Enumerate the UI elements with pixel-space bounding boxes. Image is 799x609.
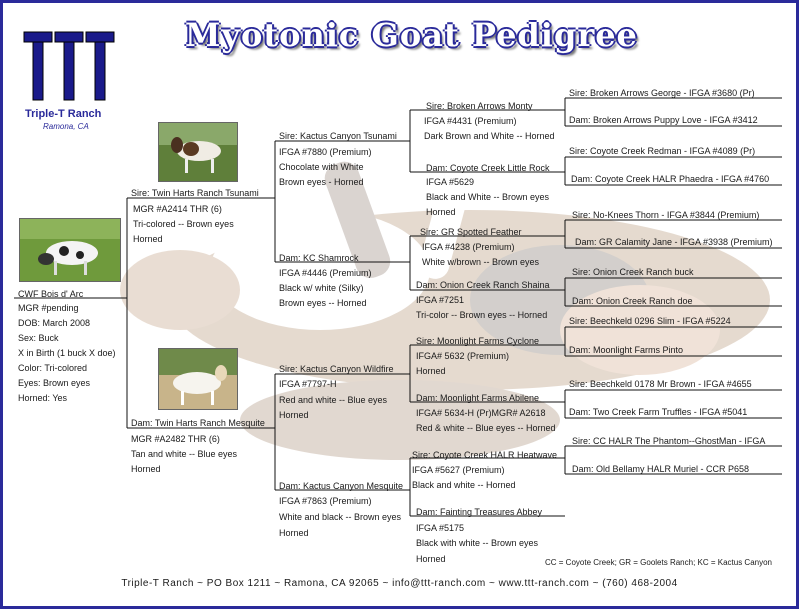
dam-desc: Tan and white -- Blue eyes — [131, 449, 238, 459]
dam-name: Dam: Twin Harts Ranch Mesquite — [131, 418, 265, 428]
dds-reg: IFGA #5627 (Premium) — [412, 465, 505, 475]
dss-desc: Horned — [416, 366, 446, 376]
sds-desc: White w/brown -- Brown eyes — [422, 257, 540, 267]
ssd-reg: IFGA #5629 — [426, 177, 475, 187]
subject-horned: Horned: Yes — [18, 393, 68, 403]
sire-name: Sire: Twin Harts Ranch Tsunami — [131, 188, 259, 198]
sd-horn: Brown eyes -- Horned — [279, 298, 367, 308]
ss-horn: Brown eyes - Horned — [279, 177, 364, 187]
footer-contact: Triple-T Ranch ~ PO Box 1211 ~ Ramona, CA 92065 ~ info@ttt-ranch.com ~ www.ttt-ranch.com ~ (760) 468-2004 — [121, 578, 678, 589]
ds-horn: Horned — [279, 410, 309, 420]
sd-reg: IFGA #4446 (Premium) — [279, 268, 372, 278]
sds-name: Sire: GR Spotted Feather — [420, 227, 522, 237]
ranch-name: Triple-T Ranch — [25, 108, 102, 120]
ddd-horn: Horned — [416, 554, 446, 564]
ds-reg: IFGA #7797-H — [279, 379, 337, 389]
dd-reg: IFGA #7863 (Premium) — [279, 496, 372, 506]
dds-name: Sire: Coyote Creek HALR Heatwave — [412, 450, 558, 460]
gen4-entry: Dam: Old Bellamy HALR Muriel - CCR P658 — [572, 464, 750, 474]
ssd-desc: Black and White -- Brown eyes — [426, 192, 550, 202]
sss-reg: IFGA #4431 (Premium) — [424, 116, 517, 126]
ss-desc: Chocolate with White — [279, 162, 364, 172]
gen4-entry: Sire: Beechkeld 0296 Slim - IFGA #5224 — [569, 316, 731, 326]
dsd-name: Dam: Moonlight Farms Abilene — [416, 393, 540, 403]
dss-name: Sire: Moonlight Farms Cyclone — [416, 336, 540, 346]
ss-name: Sire: Kactus Canyon Tsunami — [279, 131, 397, 141]
gen4-entry: Dam: Broken Arrows Puppy Love - IFGA #3412 — [569, 115, 758, 125]
sd-desc: Black w/ white (Silky) — [279, 283, 364, 293]
dd-name: Dam: Kactus Canyon Mesquite — [279, 481, 404, 491]
page-title: Myotonic Goat Pedigree — [185, 16, 638, 54]
ds-name: Sire: Kactus Canyon Wildfire — [279, 364, 394, 374]
gen4-entry: Sire: Beechkeld 0178 Mr Brown - IFGA #4655 — [569, 379, 752, 389]
sd-name: Dam: KC Shamrock — [279, 253, 359, 263]
sss-name: Sire: Broken Arrows Monty — [426, 101, 533, 111]
gen4-entry: Sire: No-Knees Thorn - IFGA #3844 (Premium) — [572, 210, 760, 220]
dss-reg: IFGA# 5632 (Premium) — [416, 351, 510, 361]
dam-reg: MGR #A2482 THR (6) — [131, 434, 220, 444]
dd-horn: Horned — [279, 528, 309, 538]
gen4-entry: Dam: Two Creek Farm Truffles - IFGA #5041 — [569, 407, 748, 417]
sire-horn: Horned — [133, 234, 163, 244]
ddd-reg: IFGA #5175 — [416, 523, 465, 533]
sire-desc: Tri-colored -- Brown eyes — [133, 219, 234, 229]
ranch-location: Ramona, CA — [43, 122, 89, 131]
subject-color: Color: Tri-colored — [18, 363, 88, 373]
subject-name: CWF Bois d' Arc — [18, 289, 84, 299]
sdd-reg: IFGA #7251 — [416, 295, 465, 305]
ss-reg: IFGA #7880 (Premium) — [279, 147, 372, 157]
gen4-entry: Sire: CC HALR The Phantom--GhostMan - IFGA — [572, 436, 766, 446]
gen4-entry: Dam: Moonlight Farms Pinto — [569, 345, 684, 355]
ssd-name: Dam: Coyote Creek Little Rock — [426, 163, 550, 173]
subject-dob: DOB: March 2008 — [18, 318, 91, 328]
dd-desc: White and black -- Brown eyes — [279, 512, 402, 522]
subject-eyes: Eyes: Brown eyes — [18, 378, 91, 388]
gen4-entry: Sire: Broken Arrows George - IFGA #3680 (Pr) — [569, 88, 755, 98]
sdd-name: Dam: Onion Creek Ranch Shaina — [416, 280, 550, 290]
sdd-desc: Tri-color -- Brown eyes -- Horned — [416, 310, 548, 320]
gen4-entry: Sire: Onion Creek Ranch buck — [572, 267, 694, 277]
ddd-name: Dam: Fainting Treasures Abbey — [416, 507, 543, 517]
ddd-desc: Black with white -- Brown eyes — [416, 538, 539, 548]
dsd-desc: Red & white -- Blue eyes -- Horned — [416, 423, 556, 433]
dds-desc: Black and white -- Horned — [412, 480, 516, 490]
subject-sex: Sex: Buck — [18, 333, 59, 343]
gen4-entry: Dam: Onion Creek Ranch doe — [572, 296, 693, 306]
subject-reg: MGR #pending — [18, 303, 79, 313]
gen4-entry: Dam: Coyote Creek HALR Phaedra - IFGA #4760 — [571, 174, 770, 184]
subject-birth: X in Birth (1 buck X doe) — [18, 348, 116, 358]
sds-reg: IFGA #4238 (Premium) — [422, 242, 515, 252]
abbreviation-legend: CC = Coyote Creek; GR = Goolets Ranch; KC = Kactus Canyon — [545, 558, 772, 567]
ds-desc: Red and white -- Blue eyes — [279, 395, 388, 405]
sss-desc: Dark Brown and White -- Horned — [424, 131, 555, 141]
ssd-horn: Horned — [426, 207, 456, 217]
sire-reg: MGR #A2414 THR (6) — [133, 204, 222, 214]
dsd-reg: IFGA# 5634-H (Pr)MGR# A2618 — [416, 408, 546, 418]
gen4-entry: Dam: GR Calamity Jane - IFGA #3938 (Premium) — [575, 237, 773, 247]
gen4-entry: Sire: Coyote Creek Redman - IFGA #4089 (Pr) — [569, 146, 756, 156]
dam-horn: Horned — [131, 464, 161, 474]
